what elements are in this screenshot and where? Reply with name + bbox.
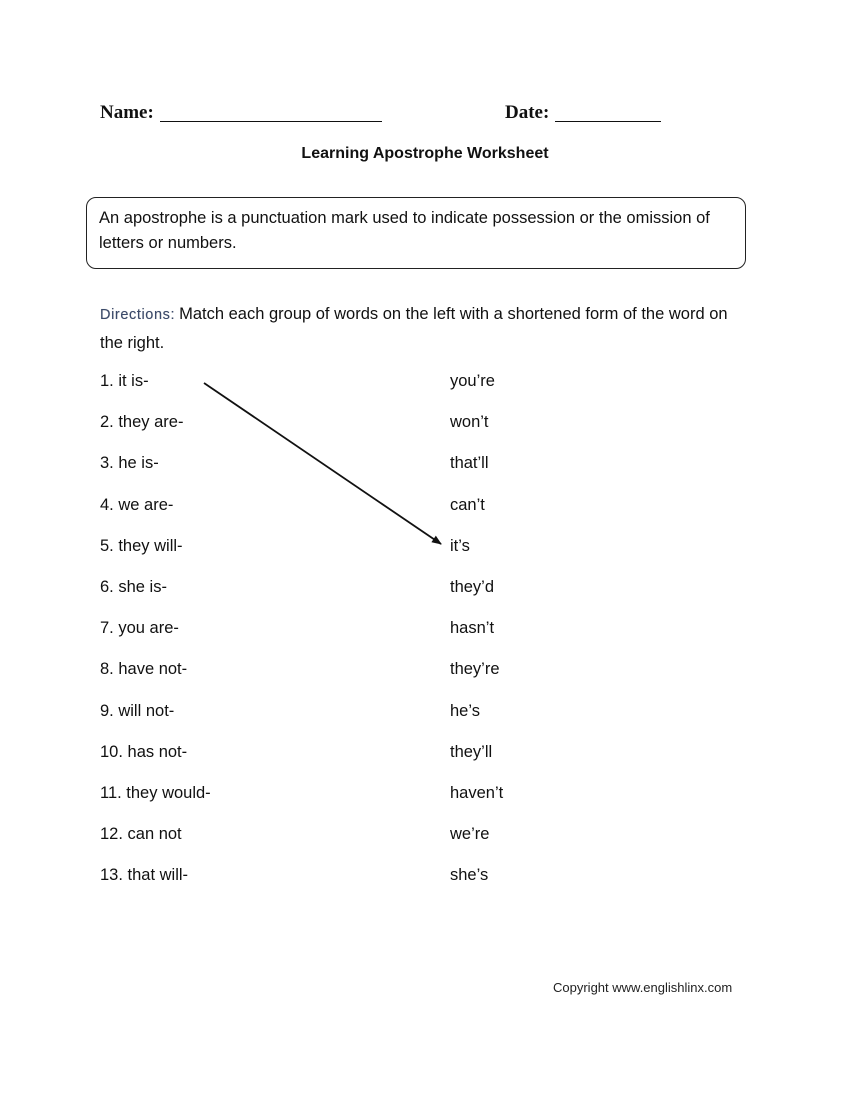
right-item: you’re bbox=[450, 372, 495, 390]
right-item: we’re bbox=[450, 825, 490, 844]
left-item: 2. they are- bbox=[100, 413, 184, 432]
right-item: they’d bbox=[450, 577, 495, 596]
right-item: they’re bbox=[450, 660, 500, 679]
right-item: hasn’t bbox=[450, 619, 495, 638]
left-item: 7. you are- bbox=[100, 619, 179, 638]
date-label: Date: bbox=[505, 102, 550, 123]
right-item: it’s bbox=[450, 536, 470, 555]
right-item: haven’t bbox=[450, 783, 504, 802]
worksheet-title: Learning Apostrophe Worksheet bbox=[301, 145, 549, 162]
left-item: 12. can not bbox=[100, 825, 182, 844]
left-item: 1. it is- bbox=[100, 372, 149, 390]
right-item: they’ll bbox=[450, 742, 493, 761]
copyright-text: Copyright www.englishlinx.com bbox=[553, 980, 733, 995]
date-blank[interactable] bbox=[555, 101, 661, 122]
right-item: she’s bbox=[450, 866, 489, 885]
date-field bbox=[505, 101, 661, 124]
directions-label: Directions: bbox=[100, 307, 176, 323]
name-field bbox=[100, 101, 382, 124]
left-item: 11. they would- bbox=[100, 783, 211, 802]
right-item: that’ll bbox=[450, 454, 489, 473]
directions bbox=[100, 300, 740, 357]
left-item: 13. that will- bbox=[100, 866, 189, 885]
left-item: 5. they will- bbox=[100, 536, 183, 555]
left-item: 10. has not- bbox=[100, 742, 188, 761]
name-label: Name: bbox=[100, 102, 154, 123]
left-column bbox=[100, 369, 211, 904]
definition-box bbox=[86, 197, 746, 269]
right-item: won’t bbox=[450, 413, 489, 432]
left-item: 4. we are- bbox=[100, 495, 174, 514]
right-item: he’s bbox=[450, 701, 480, 720]
left-item: 9. will not- bbox=[100, 701, 175, 720]
definition-text: An apostrophe is a punctuation mark used to indicate possession or the omission of letters or numbers. bbox=[99, 209, 710, 252]
name-blank[interactable] bbox=[160, 101, 382, 122]
left-item: 8. have not- bbox=[100, 660, 188, 679]
right-column bbox=[450, 369, 503, 904]
right-item: can’t bbox=[450, 495, 485, 514]
directions-text: Match each group of words on the left with a shortened form of the word on the right. bbox=[100, 305, 728, 352]
left-item: 6. she is- bbox=[100, 577, 167, 596]
left-item: 3. he is- bbox=[100, 454, 159, 473]
